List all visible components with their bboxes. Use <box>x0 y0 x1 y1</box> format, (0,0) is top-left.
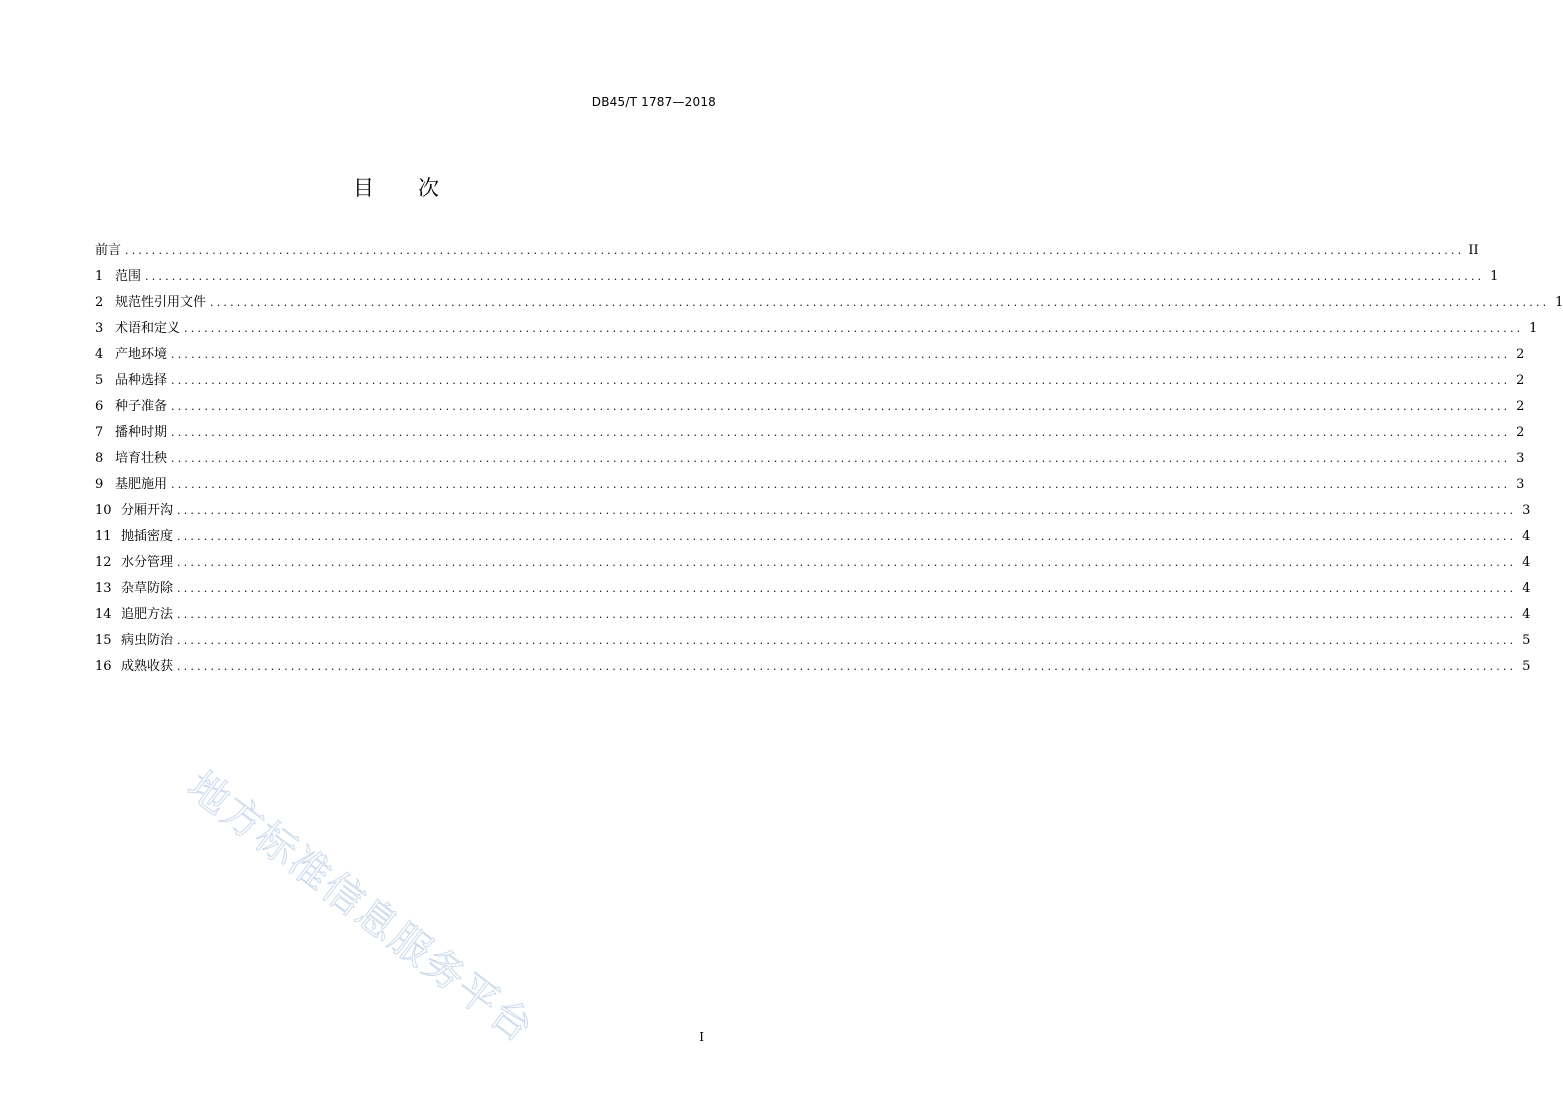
toc-entry-number: 16 <box>95 659 112 674</box>
toc-entry-label: 范围 <box>115 269 142 284</box>
toc-entry[interactable] <box>95 628 1531 654</box>
toc-entry-number: 6 <box>95 399 104 414</box>
toc-entry-number: 10 <box>95 503 112 518</box>
toc-entry-page: 1 <box>1555 295 1563 310</box>
toc-entry-number: 7 <box>95 425 104 440</box>
toc-entry-label: 前言 <box>95 243 122 258</box>
toc-entry-page: 3 <box>1516 451 1525 466</box>
toc-entry-page: 2 <box>1516 425 1525 440</box>
toc-entry-label: 术语和定义 <box>115 321 181 336</box>
toc-entry[interactable] <box>95 290 1563 316</box>
toc-dot-leader: ........................................................................................................................................................................................................ <box>177 582 1517 595</box>
toc-dot-leader: ........................................................................................................................................................................................................ <box>177 504 1517 517</box>
toc-entry-number: 2 <box>95 295 104 310</box>
toc-entry-page: 1 <box>1529 321 1538 336</box>
page-number: I <box>699 1030 704 1044</box>
toc-entry-label: 成熟收获 <box>121 659 174 674</box>
toc-entry-number: 11 <box>95 529 112 544</box>
toc-entry[interactable] <box>95 420 1525 446</box>
toc-dot-leader: ........................................................................................................................................................................................................ <box>177 556 1517 569</box>
toc-dot-leader: ........................................................................................................................................................................................................ <box>177 634 1517 647</box>
toc-entry-page: 2 <box>1516 373 1525 388</box>
toc-entry-page: 3 <box>1522 503 1531 518</box>
toc-entry-label: 基肥施用 <box>115 477 168 492</box>
toc-entry-page: 1 <box>1490 269 1499 284</box>
toc-entry[interactable] <box>95 524 1531 550</box>
toc-entry-label: 品种选择 <box>115 373 168 388</box>
toc-entry-number: 15 <box>95 633 112 648</box>
toc-entry[interactable] <box>95 394 1525 420</box>
toc-dot-leader: ........................................................................................................................................................................................................ <box>177 608 1517 621</box>
toc-entry-number: 14 <box>95 607 112 622</box>
toc-entry-label: 分厢开沟 <box>121 503 174 518</box>
toc-entry[interactable] <box>95 576 1531 602</box>
toc-entry-label: 播种时期 <box>115 425 168 440</box>
toc-entry-label: 抛插密度 <box>121 529 174 544</box>
toc-entry-label: 产地环境 <box>115 347 168 362</box>
toc-entry-page: 5 <box>1522 659 1531 674</box>
table-of-contents <box>95 238 1563 680</box>
toc-dot-leader: ........................................................................................................................................................................................................ <box>177 530 1517 543</box>
toc-dot-leader: ........................................................................................................................................................................................................ <box>171 452 1511 465</box>
watermark: 地方标准信息服务平台 <box>179 762 543 1053</box>
standard-code: DB45/T 1787—2018 <box>591 95 716 109</box>
toc-dot-leader: ........................................................................................................................................................................................................ <box>177 660 1517 673</box>
toc-dot-leader: ........................................................................................................................................................................................................ <box>171 400 1511 413</box>
toc-entry-label: 种子准备 <box>115 399 168 414</box>
toc-dot-leader: ........................................................................................................................................................................................................ <box>171 478 1511 491</box>
toc-entry[interactable] <box>95 602 1531 628</box>
toc-entry-label: 规范性引用文件 <box>115 295 207 310</box>
toc-entry-number: 9 <box>95 477 104 492</box>
toc-entry-number: 3 <box>95 321 104 336</box>
toc-entry-page: II <box>1468 243 1479 258</box>
toc-entry-number: 1 <box>95 269 104 284</box>
toc-entry-page: 4 <box>1522 581 1531 596</box>
toc-entry-label: 追肥方法 <box>121 607 174 622</box>
toc-entry[interactable] <box>95 264 1499 290</box>
toc-entry[interactable] <box>95 550 1531 576</box>
toc-entry-label: 水分管理 <box>121 555 174 570</box>
toc-dot-leader: ........................................................................................................................................................................................................ <box>171 348 1511 361</box>
toc-entry-page: 3 <box>1516 477 1525 492</box>
toc-entry-page: 4 <box>1522 607 1531 622</box>
toc-entry[interactable] <box>95 342 1525 368</box>
toc-entry[interactable] <box>95 472 1525 498</box>
toc-entry[interactable] <box>95 654 1531 680</box>
toc-dot-leader: ........................................................................................................................................................................................................ <box>171 426 1511 439</box>
toc-entry-page: 2 <box>1516 347 1525 362</box>
toc-entry-label: 病虫防治 <box>121 633 174 648</box>
toc-dot-leader: ........................................................................................................................................................................................................ <box>184 322 1524 335</box>
toc-entry[interactable] <box>95 238 1479 264</box>
toc-entry-page: 2 <box>1516 399 1525 414</box>
toc-entry-page: 4 <box>1522 555 1531 570</box>
toc-entry-page: 5 <box>1522 633 1531 648</box>
toc-dot-leader: ........................................................................................................................................................................................................ <box>171 374 1511 387</box>
toc-entry[interactable] <box>95 316 1538 342</box>
toc-entry[interactable] <box>95 368 1525 394</box>
page-title: 目次 <box>353 176 483 200</box>
toc-entry-number: 12 <box>95 555 112 570</box>
toc-entry-number: 4 <box>95 347 104 362</box>
toc-dot-leader: ........................................................................................................................................................................................................ <box>125 244 1465 257</box>
toc-entry-label: 杂草防除 <box>121 581 174 596</box>
toc-dot-leader: ........................................................................................................................................................................................................ <box>210 296 1550 309</box>
toc-entry-label: 培育壮秧 <box>115 451 168 466</box>
toc-entry-number: 5 <box>95 373 104 388</box>
toc-entry-page: 4 <box>1522 529 1531 544</box>
toc-entry[interactable] <box>95 498 1531 524</box>
toc-entry-number: 13 <box>95 581 112 596</box>
toc-entry-number: 8 <box>95 451 104 466</box>
toc-dot-leader: ........................................................................................................................................................................................................ <box>145 270 1485 283</box>
toc-entry[interactable] <box>95 446 1525 472</box>
